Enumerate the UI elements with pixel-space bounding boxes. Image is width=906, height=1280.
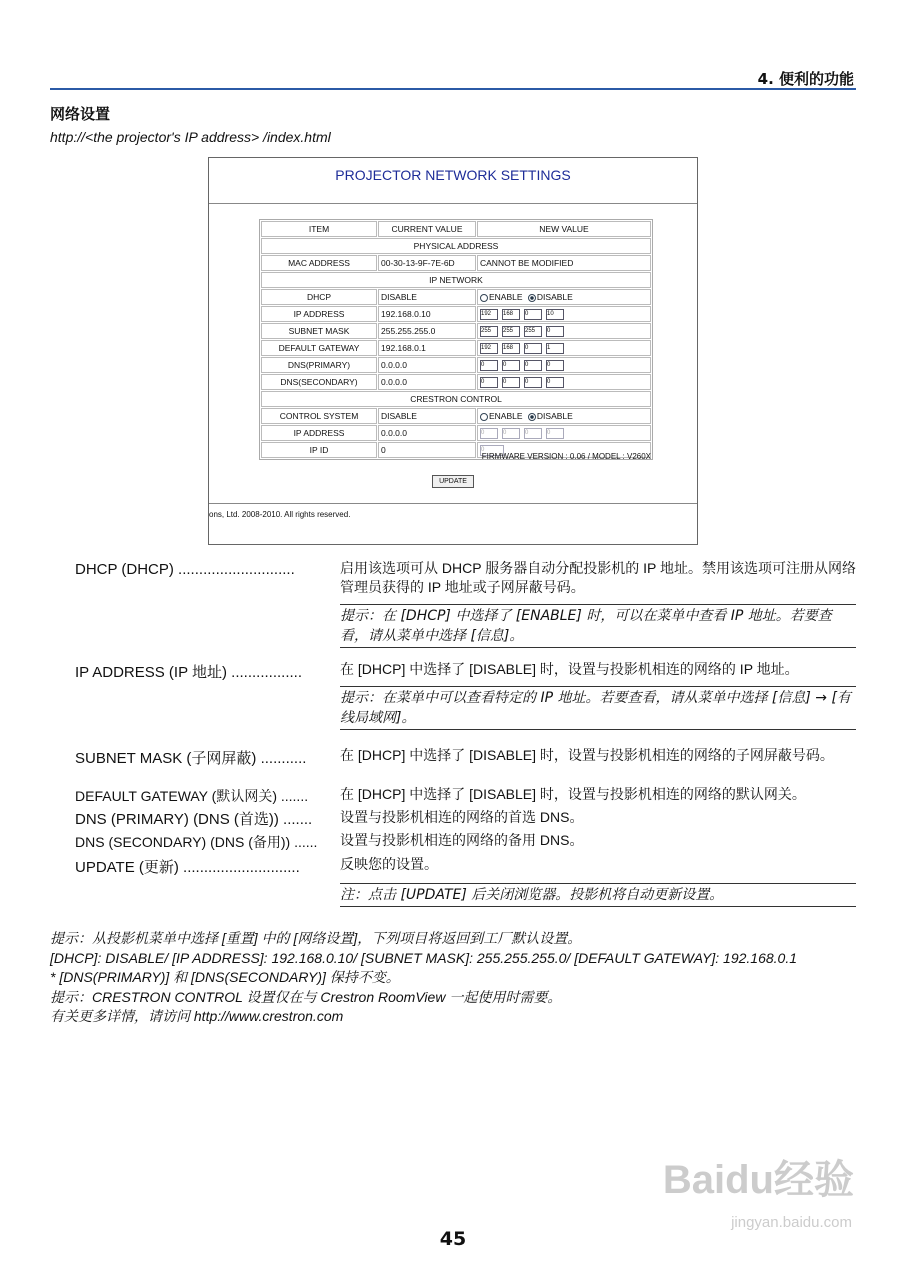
radio-label: ENABLE [489,411,523,421]
octet-input[interactable]: 1 [546,343,564,354]
octet-input[interactable]: 0 [524,428,542,439]
watermark-logo: Baidu经验 [662,1158,854,1202]
radio-enable[interactable] [480,294,488,302]
gateway-octet-inputs [477,340,651,356]
tip-line: 有关更多详情，请访问 http://www.crestron.com [50,1008,344,1024]
dhcp-radio-group [477,289,651,305]
column-header: NEW VALUE [477,221,651,237]
octet-input[interactable]: 255 [502,326,520,337]
copyright: ons, Ltd. 2008-2010. All rights reserved. [209,510,351,519]
divider [209,503,697,504]
octet-input[interactable]: 0 [524,309,542,320]
current-value: 255.255.255.0 [378,323,476,339]
group-header: CRESTRON CONTROL [261,391,651,407]
chapter-heading: 4. 便利的功能 [757,70,854,88]
row-label: DNS(SECONDARY) [261,374,377,390]
radio-label: ENABLE [489,292,523,302]
octet-input[interactable]: 0 [546,326,564,337]
octet-input[interactable]: 0 [546,377,564,388]
radio-label: DISABLE [536,292,573,302]
desc-update: 反映您的设置。 [340,856,438,872]
current-value: 0.0.0.0 [378,374,476,390]
ip-id-input[interactable]: 0 [480,445,504,456]
octet-input[interactable]: 0 [480,428,498,439]
octet-input[interactable]: 168 [502,309,520,320]
desc-dns-secondary: 设置与投影机相连的网络的备用 DNS。 [340,832,584,848]
octet-input[interactable]: 0 [546,428,564,439]
row-label: SUBNET MASK [261,323,377,339]
dns1-octet-inputs [477,357,651,373]
new-value: CANNOT BE MODIFIED [477,255,651,271]
current-value: 00-30-13-9F-7E-6D [378,255,476,271]
desc-dns-primary: 设置与投影机相连的网络的首选 DNS。 [340,809,584,825]
octet-input[interactable]: 192 [480,309,498,320]
term-update: UPDATE (更新) ............................ [75,859,300,876]
column-header: ITEM [261,221,377,237]
note-dhcp: 提示：在 [DHCP] 中选择了 [ENABLE] 时，可以在菜单中查看 IP 地址。若要查看，请从菜单中选择 [信息]。 [340,604,856,648]
term-dhcp: DHCP (DHCP) ............................ [75,561,295,578]
subnet-octet-inputs [477,323,651,339]
desc-default-gateway: 在 [DHCP] 中选择了 [DISABLE] 时，设置与投影机相连的网络的默认网关。 [340,786,806,802]
row-label: DHCP [261,289,377,305]
octet-input[interactable]: 10 [546,309,564,320]
table-row [261,374,651,390]
term-default-gateway: DEFAULT GATEWAY (默认网关) ....... [75,788,309,804]
page-number: 45 [439,1228,467,1250]
radio-disable[interactable] [528,413,536,421]
octet-input[interactable]: 0 [480,377,498,388]
term-dns-secondary: DNS (SECONDARY) (DNS (备用)) ...... [75,834,318,850]
table-row [261,255,651,271]
screenshot-title: PROJECTOR NETWORK SETTINGS [335,167,571,183]
table-row [261,425,651,441]
octet-input[interactable]: 0 [502,377,520,388]
row-label: DEFAULT GATEWAY [261,340,377,356]
octet-input[interactable]: 0 [524,360,542,371]
row-label: IP ADDRESS [261,425,377,441]
row-label: MAC ADDRESS [261,255,377,271]
octet-input[interactable]: 0 [524,377,542,388]
header-rule [50,88,856,90]
current-value: DISABLE [378,289,476,305]
table-row [261,323,651,339]
group-header: IP NETWORK [261,272,651,288]
column-header: CURRENT VALUE [378,221,476,237]
watermark-site: jingyan.baidu.com [731,1214,852,1231]
tip-line: 提示：CRESTRON CONTROL 设置仅在与 Crestron RoomView 一起使用时需要。 [50,988,562,1005]
octet-input[interactable]: 168 [502,343,520,354]
octet-input[interactable]: 0 [546,360,564,371]
note-update: 注：点击 [UPDATE] 后关闭浏览器。投影机将自动更新设置。 [340,883,856,907]
section-title: 网络设置 [50,105,111,123]
octet-input[interactable]: 0 [480,360,498,371]
firmware-version: FIRMWARE VERSION : 0.06 / MODEL : V260X [481,452,651,461]
table-row [261,408,651,424]
settings-table [259,219,653,460]
group-header: PHYSICAL ADDRESS [261,238,651,254]
term-ip-address: IP ADDRESS (IP 地址) ................. [75,664,302,681]
update-button[interactable]: UPDATE [432,475,474,488]
radio-disable[interactable] [528,294,536,302]
settings-url: http://<the projector's IP address> /index.html [50,129,331,145]
radio-label: DISABLE [536,411,573,421]
tip-line: 提示：从投影机菜单中选择 [重置] 中的 [网络设置]，下列项目将返回到工厂默认设置。 [50,930,582,946]
note-ip-address: 提示：在菜单中可以查看特定的 IP 地址。若要查看，请从菜单中选择 [信息] → [有线局域网]。 [340,686,856,730]
row-label: IP ADDRESS [261,306,377,322]
tip-line: [DHCP]: DISABLE/ [IP ADDRESS]: 192.168.0.10/ [SUBNET MASK]: 255.255.255.0/ [DEFAULT GATEWAY]: 192.168.0.1 [50,949,797,966]
current-value: 192.168.0.10 [378,306,476,322]
current-value: 0.0.0.0 [378,425,476,441]
tips-block [50,929,860,1027]
octet-input[interactable]: 255 [480,326,498,337]
table-row [261,340,651,356]
ip-octet-inputs [477,306,651,322]
desc-subnet-mask: 在 [DHCP] 中选择了 [DISABLE] 时，设置与投影机相连的网络的子网屏蔽号码。 [340,747,834,763]
octet-input[interactable]: 192 [480,343,498,354]
octet-input[interactable]: 0 [502,360,520,371]
current-value: 0.0.0.0 [378,357,476,373]
crestron-ip-inputs [477,425,651,441]
current-value: DISABLE [378,408,476,424]
control-radio-group [477,408,651,424]
dns2-octet-inputs [477,374,651,390]
table-row [261,306,651,322]
table-row [261,289,651,305]
term-subnet-mask: SUBNET MASK (子网屏蔽) ........... [75,750,307,767]
row-label: CONTROL SYSTEM [261,408,377,424]
row-label: DNS(PRIMARY) [261,357,377,373]
tip-line: * [DNS(PRIMARY)] 和 [DNS(SECONDARY)] 保持不变。 [50,969,400,985]
radio-enable[interactable] [480,413,488,421]
current-value: 192.168.0.1 [378,340,476,356]
network-settings-screenshot [208,157,698,545]
term-dns-primary: DNS (PRIMARY) (DNS (首选)) ....... [75,811,313,828]
row-label: IP ID [261,442,377,458]
table-header-row [261,221,651,237]
desc-ip-address: 在 [DHCP] 中选择了 [DISABLE] 时，设置与投影机相连的网络的 IP 地址。 [340,661,799,677]
current-value: 0 [378,442,476,458]
octet-input[interactable]: 0 [524,343,542,354]
octet-input[interactable]: 255 [524,326,542,337]
desc-dhcp: 启用该选项可从 DHCP 服务器自动分配投影机的 IP 地址。禁用该选项可注册从网络管理员获得的 IP 地址或子网屏蔽号码。 [340,560,856,595]
octet-input[interactable]: 0 [502,428,520,439]
divider [209,203,697,204]
table-row [261,357,651,373]
